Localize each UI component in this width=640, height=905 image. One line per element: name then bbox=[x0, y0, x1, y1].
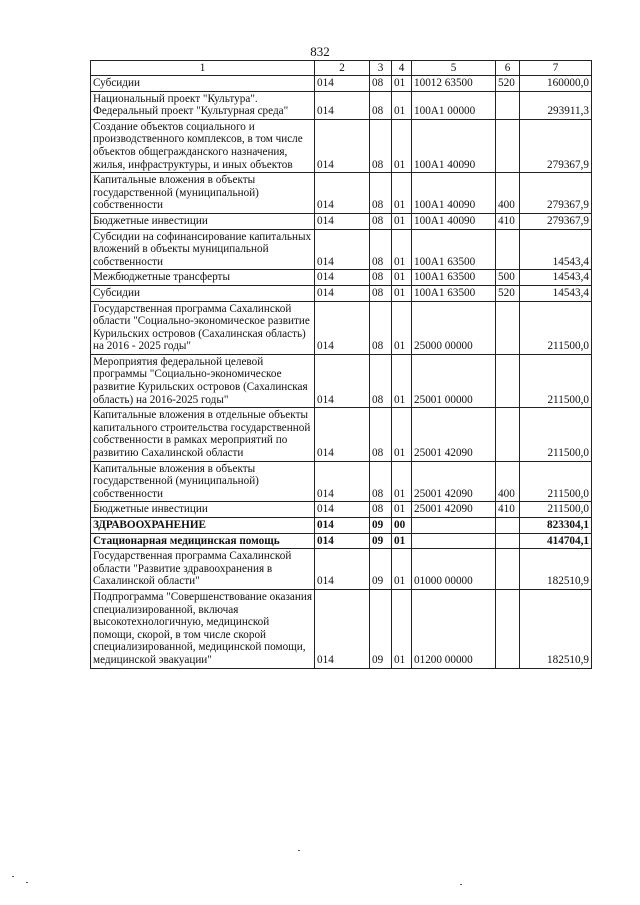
expense-type-cell bbox=[496, 354, 520, 407]
table-row bbox=[91, 76, 592, 92]
scan-speck bbox=[12, 876, 14, 877]
section-cell: 08 bbox=[370, 229, 392, 270]
target-article-cell: 100А1 00000 bbox=[412, 91, 496, 119]
target-article-cell: 25000 00000 bbox=[412, 301, 496, 354]
chapter-code-cell: 014 bbox=[315, 408, 370, 461]
chapter-code-cell: 014 bbox=[315, 173, 370, 214]
expense-type-cell bbox=[496, 301, 520, 354]
amount-cell: 14543,4 bbox=[520, 229, 592, 270]
budget-table bbox=[90, 60, 592, 669]
row-name-cell: Бюджетные инвестиции bbox=[91, 502, 315, 518]
amount-cell: 182510,9 bbox=[520, 549, 592, 590]
target-article-cell: 25001 42090 bbox=[412, 502, 496, 518]
amount-cell: 293911,3 bbox=[520, 91, 592, 119]
amount-cell: 823304,1 bbox=[520, 518, 592, 534]
header-cell: 2 bbox=[315, 61, 370, 76]
expense-type-cell bbox=[496, 589, 520, 668]
chapter-code-cell: 014 bbox=[315, 229, 370, 270]
expense-type-cell: 520 bbox=[496, 285, 520, 301]
table-row bbox=[91, 461, 592, 502]
chapter-code-cell: 014 bbox=[315, 461, 370, 502]
amount-cell: 211500,0 bbox=[520, 408, 592, 461]
row-name-cell: Капитальные вложения в отдельные объекты капитального строительства государственной собственности в рамках мероприятий по развитию Сахалинской области bbox=[91, 408, 315, 461]
row-name-cell: Государственная программа Сахалинской области "Развитие здравоохранения в Сахалинской области" bbox=[91, 549, 315, 590]
chapter-code-cell: 014 bbox=[315, 213, 370, 229]
subsection-cell: 01 bbox=[392, 213, 412, 229]
section-cell: 08 bbox=[370, 354, 392, 407]
row-name-cell: ЗДРАВООХРАНЕНИЕ bbox=[91, 518, 315, 534]
expense-type-cell: 500 bbox=[496, 270, 520, 286]
target-article-cell: 01000 00000 bbox=[412, 549, 496, 590]
table-row bbox=[91, 229, 592, 270]
table-row bbox=[91, 285, 592, 301]
table-row bbox=[91, 549, 592, 590]
scan-speck bbox=[26, 882, 28, 883]
amount-cell: 211500,0 bbox=[520, 502, 592, 518]
table-row bbox=[91, 502, 592, 518]
amount-cell: 14543,4 bbox=[520, 285, 592, 301]
subsection-cell: 01 bbox=[392, 354, 412, 407]
subsection-cell: 01 bbox=[392, 301, 412, 354]
row-name-cell: Субсидии на софинансирование капитальных вложений в объекты муниципальной собственности bbox=[91, 229, 315, 270]
section-cell: 08 bbox=[370, 91, 392, 119]
section-cell: 08 bbox=[370, 270, 392, 286]
expense-type-cell bbox=[496, 549, 520, 590]
subsection-cell: 01 bbox=[392, 270, 412, 286]
chapter-code-cell: 014 bbox=[315, 76, 370, 92]
target-article-cell: 25001 00000 bbox=[412, 354, 496, 407]
row-name-cell: Субсидии bbox=[91, 76, 315, 92]
section-cell: 09 bbox=[370, 518, 392, 534]
expense-type-cell bbox=[496, 91, 520, 119]
subsection-cell: 00 bbox=[392, 518, 412, 534]
chapter-code-cell: 014 bbox=[315, 518, 370, 534]
subsection-cell: 01 bbox=[392, 229, 412, 270]
expense-type-cell: 410 bbox=[496, 502, 520, 518]
subsection-cell: 01 bbox=[392, 589, 412, 668]
row-name-cell: Субсидии bbox=[91, 285, 315, 301]
section-cell: 08 bbox=[370, 285, 392, 301]
table-row bbox=[91, 589, 592, 668]
header-cell: 4 bbox=[392, 61, 412, 76]
amount-cell: 14543,4 bbox=[520, 270, 592, 286]
expense-type-cell: 400 bbox=[496, 173, 520, 214]
chapter-code-cell: 014 bbox=[315, 285, 370, 301]
table-row bbox=[91, 173, 592, 214]
row-name-cell: Создание объектов социального и производственного комплексов, в том числе объектов общегражданского назначения, жилья, инфраструктуры, и иных объектов bbox=[91, 119, 315, 172]
row-name-cell: Подпрограмма "Совершенствование оказания специализированной, включая высокотехнологичную, медицинской помощи, скорой, в том числе скорой специализированной, медицинской помощи, медицинской эвакуации" bbox=[91, 589, 315, 668]
section-cell: 09 bbox=[370, 549, 392, 590]
expense-type-cell: 520 bbox=[496, 76, 520, 92]
table-row bbox=[91, 270, 592, 286]
chapter-code-cell: 014 bbox=[315, 119, 370, 172]
subsection-cell: 01 bbox=[392, 76, 412, 92]
subsection-cell: 01 bbox=[392, 461, 412, 502]
row-name-cell: Бюджетные инвестиции bbox=[91, 213, 315, 229]
amount-cell: 414704,1 bbox=[520, 533, 592, 549]
row-name-cell: Мероприятия федеральной целевой программы "Социально-экономическое развитие Курильских островов (Сахалинская область) на 2016-2025 годы" bbox=[91, 354, 315, 407]
section-cell: 08 bbox=[370, 502, 392, 518]
subsection-cell: 01 bbox=[392, 408, 412, 461]
chapter-code-cell: 014 bbox=[315, 549, 370, 590]
header-cell: 3 bbox=[370, 61, 392, 76]
target-article-cell: 100А1 63500 bbox=[412, 285, 496, 301]
section-cell: 08 bbox=[370, 119, 392, 172]
target-article-cell: 25001 42090 bbox=[412, 461, 496, 502]
expense-type-cell bbox=[496, 229, 520, 270]
target-article-cell: 100А1 40090 bbox=[412, 213, 496, 229]
section-cell: 08 bbox=[370, 461, 392, 502]
section-cell: 08 bbox=[370, 76, 392, 92]
header-cell: 6 bbox=[496, 61, 520, 76]
row-name-cell: Межбюджетные трансферты bbox=[91, 270, 315, 286]
section-cell: 08 bbox=[370, 301, 392, 354]
page-number: 832 bbox=[310, 44, 330, 59]
target-article-cell: 100А1 63500 bbox=[412, 270, 496, 286]
amount-cell: 211500,0 bbox=[520, 354, 592, 407]
amount-cell: 160000,0 bbox=[520, 76, 592, 92]
target-article-cell bbox=[412, 518, 496, 534]
table-row bbox=[91, 518, 592, 534]
target-article-cell: 100А1 40090 bbox=[412, 173, 496, 214]
amount-cell: 279367,9 bbox=[520, 213, 592, 229]
table-row bbox=[91, 354, 592, 407]
section-cell: 08 bbox=[370, 408, 392, 461]
chapter-code-cell: 014 bbox=[315, 589, 370, 668]
chapter-code-cell: 014 bbox=[315, 270, 370, 286]
target-article-cell: 100А1 40090 bbox=[412, 119, 496, 172]
expense-type-cell bbox=[496, 119, 520, 172]
table-row bbox=[91, 91, 592, 119]
subsection-cell: 01 bbox=[392, 549, 412, 590]
subsection-cell: 01 bbox=[392, 119, 412, 172]
subsection-cell: 01 bbox=[392, 533, 412, 549]
amount-cell: 211500,0 bbox=[520, 461, 592, 502]
amount-cell: 279367,9 bbox=[520, 173, 592, 214]
amount-cell: 211500,0 bbox=[520, 301, 592, 354]
table-row bbox=[91, 408, 592, 461]
section-cell: 08 bbox=[370, 213, 392, 229]
chapter-code-cell: 014 bbox=[315, 502, 370, 518]
chapter-code-cell: 014 bbox=[315, 301, 370, 354]
subsection-cell: 01 bbox=[392, 502, 412, 518]
header-cell: 7 bbox=[520, 61, 592, 76]
chapter-code-cell: 014 bbox=[315, 533, 370, 549]
section-cell: 08 bbox=[370, 173, 392, 214]
subsection-cell: 01 bbox=[392, 285, 412, 301]
amount-cell: 182510,9 bbox=[520, 589, 592, 668]
header-cell: 1 bbox=[91, 61, 315, 76]
subsection-cell: 01 bbox=[392, 173, 412, 214]
row-name-cell: Капитальные вложения в объекты государственной (муниципальной) собственности bbox=[91, 173, 315, 214]
subsection-cell: 01 bbox=[392, 91, 412, 119]
target-article-cell: 01200 00000 bbox=[412, 589, 496, 668]
scan-speck bbox=[298, 850, 300, 851]
table-header-row bbox=[91, 61, 592, 76]
expense-type-cell bbox=[496, 408, 520, 461]
expense-type-cell: 410 bbox=[496, 213, 520, 229]
expense-type-cell bbox=[496, 533, 520, 549]
target-article-cell bbox=[412, 533, 496, 549]
chapter-code-cell: 014 bbox=[315, 354, 370, 407]
table-row bbox=[91, 301, 592, 354]
row-name-cell: Стационарная медицинская помощь bbox=[91, 533, 315, 549]
chapter-code-cell: 014 bbox=[315, 91, 370, 119]
row-name-cell: Государственная программа Сахалинской области "Социально-экономическое развитие Курильских островов (Сахалинская область) на 2016 - 2025 годы" bbox=[91, 301, 315, 354]
expense-type-cell bbox=[496, 518, 520, 534]
row-name-cell: Национальный проект "Культура". Федеральный проект "Культурная среда" bbox=[91, 91, 315, 119]
amount-cell: 279367,9 bbox=[520, 119, 592, 172]
row-name-cell: Капитальные вложения в объекты государственной (муниципальной) собственности bbox=[91, 461, 315, 502]
target-article-cell: 10012 63500 bbox=[412, 76, 496, 92]
section-cell: 09 bbox=[370, 533, 392, 549]
header-cell: 5 bbox=[412, 61, 496, 76]
section-cell: 09 bbox=[370, 589, 392, 668]
table-row bbox=[91, 213, 592, 229]
target-article-cell: 100А1 63500 bbox=[412, 229, 496, 270]
target-article-cell: 25001 42090 bbox=[412, 408, 496, 461]
expense-type-cell: 400 bbox=[496, 461, 520, 502]
table-row bbox=[91, 119, 592, 172]
scan-speck bbox=[460, 884, 462, 885]
table-row bbox=[91, 533, 592, 549]
